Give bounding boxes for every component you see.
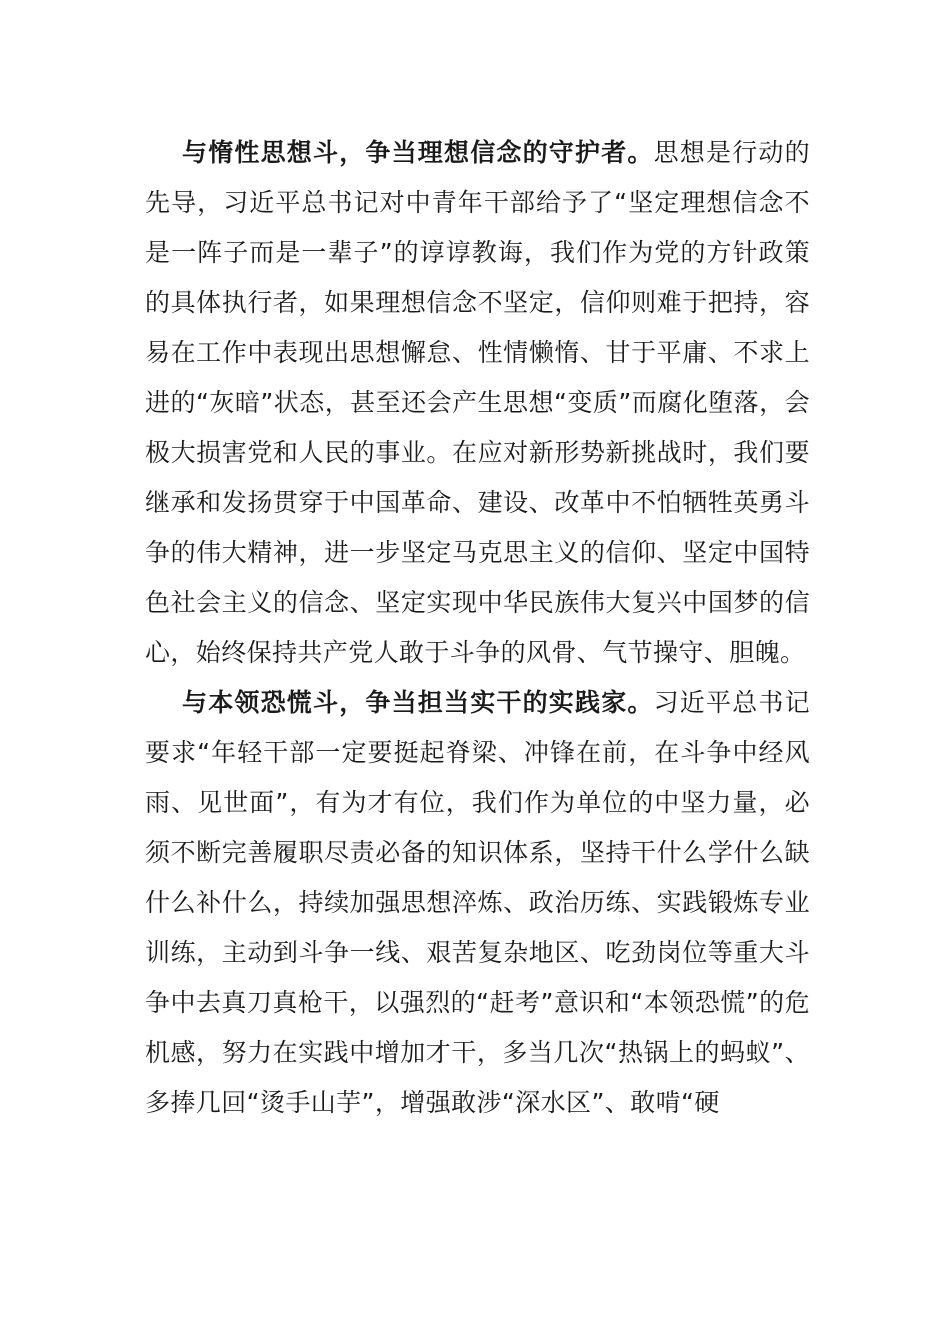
paragraph-ideals bbox=[145, 128, 810, 678]
paragraph-practice bbox=[145, 678, 810, 1128]
paragraph-text: 思想是行动的先导，习近平总书记对中青年干部给予了“坚定理想信念不是一阵子而是一辈子”的谆谆教诲，我们作为党的方针政策的具体执行者，如果理想信念不坚定，信仰则难于把持，容易在工作中表现出思想懈怠、性情懒惰、甘于平庸、不求上进的“灰暗”状态，甚至还会产生思想“变质”而腐化堕落，会极大损害党和人民的事业。在应对新形势新挑战时，我们要继承和发扬贯穿于中国革命、建设、改革中不怕牺牲英勇斗争的伟大精神，进一步坚定马克思主义的信仰、坚定中国特色社会主义的信念、坚定实现中华民族伟大复兴中国梦的信心，始终保持共产党人敢于斗争的风骨、气节操守、胆魄。 bbox=[145, 138, 811, 667]
paragraph-heading: 与本领恐慌斗，争当担当实干的实践家。 bbox=[182, 688, 654, 717]
paragraph-text: 习近平总书记要求“年轻干部一定要挺起脊梁、冲锋在前，在斗争中经风雨、见世面”，有为才有位，我们作为单位的中坚力量，必须不断完善履职尽责必备的知识体系，坚持干什么学什么缺什么补什么，持续加强思想淬炼、政治历练、实践锻炼专业训练，主动到斗争一线、艰苦复杂地区、吃劲岗位等重大斗争中去真刀真枪干，以强烈的“赶考”意识和“本领恐慌”的危机感，努力在实践中增加才干，多当几次“热锅上的蚂蚁”、多捧几回“烫手山芋”，增强敢涉“深水区”、敢啃“硬 bbox=[145, 688, 811, 1117]
paragraph-heading: 与惰性思想斗，争当理想信念的守护者。 bbox=[182, 138, 654, 167]
document-body bbox=[145, 128, 810, 1128]
